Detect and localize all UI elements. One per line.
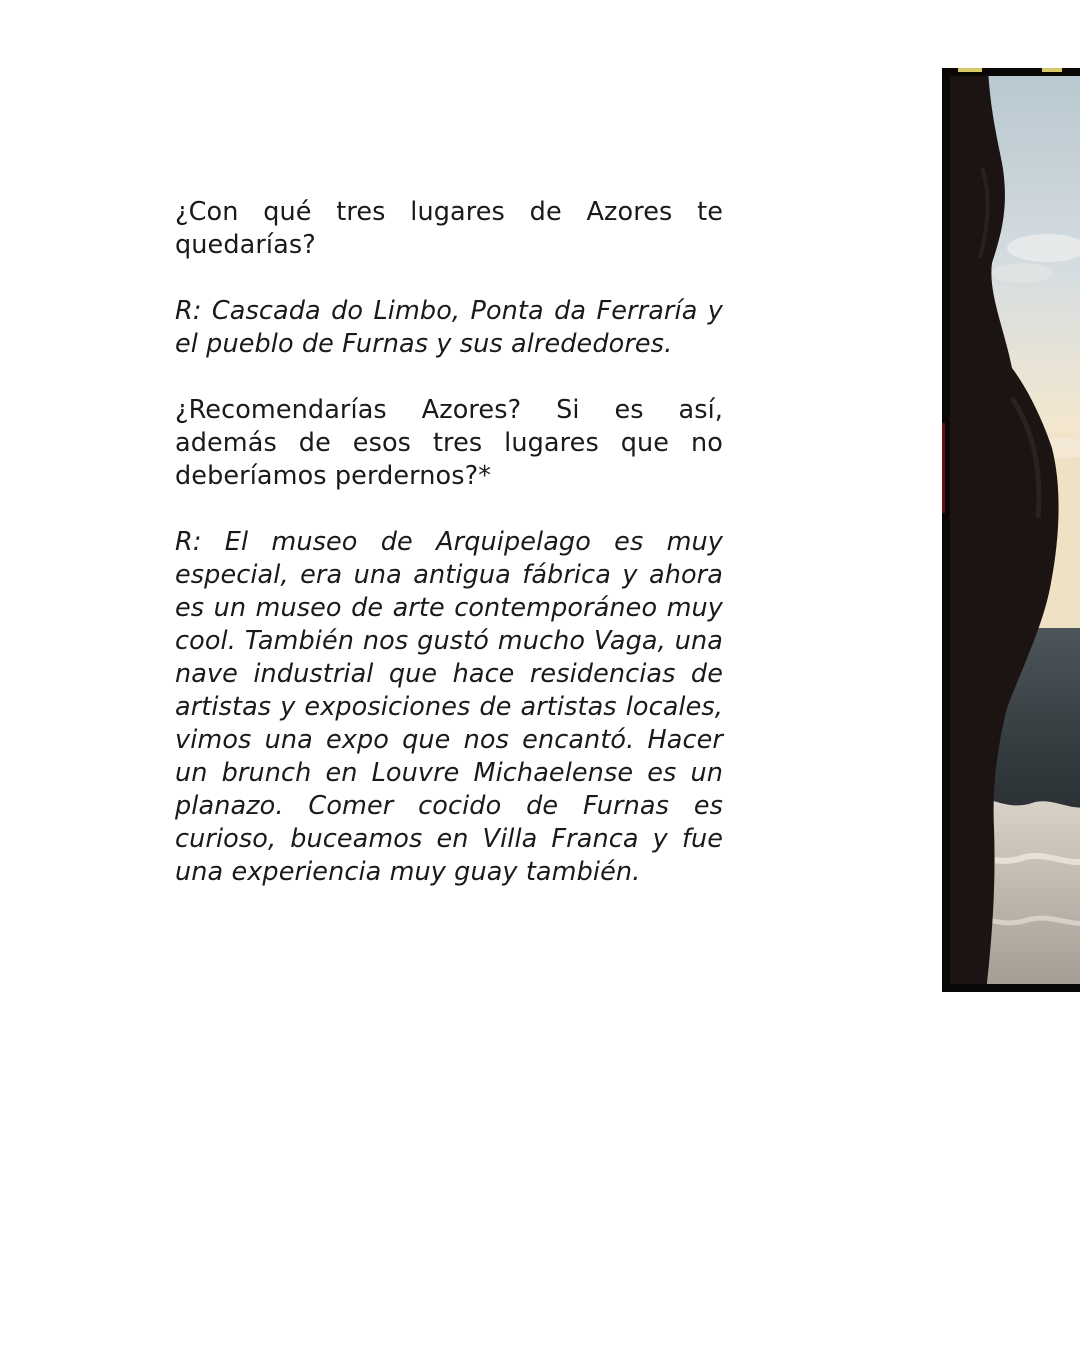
- interview-text: [175, 196, 723, 922]
- photo-image: [942, 68, 1080, 992]
- question-1: ¿Con qué tres lugares de Azores te quedarías?: [175, 197, 723, 260]
- answer-2: R: El museo de Arquipelago es muy especial, era una antigua fábrica y ahora es un museo de arte contemporáneo muy cool. También nos gustó mucho Vaga, una nave industrial que hace residencias de artistas y exposiciones de artistas locales, vimos una expo que nos encantó. Hacer un brunch en Louvre Michaelense es un planazo. Comer cocido de Furnas es curioso, buceamos en Villa Franca y fue una experiencia muy guay también.: [175, 527, 723, 887]
- film-light-leak: [942, 423, 945, 513]
- question-2: ¿Recomendarías Azores? Si es así, además de esos tres lugares que no deberíamos perdernos?*: [175, 395, 723, 491]
- coastal-rock-photo: [942, 68, 1080, 992]
- answer-1: R: Cascada do Limbo, Ponta da Ferraría y el pueblo de Furnas y sus alrededores.: [175, 296, 723, 359]
- film-border-left: [942, 68, 950, 992]
- film-border-bottom: [942, 984, 1080, 992]
- film-edge-marking: [1042, 68, 1062, 72]
- cloud: [992, 263, 1052, 283]
- film-edge-marking: [958, 68, 982, 72]
